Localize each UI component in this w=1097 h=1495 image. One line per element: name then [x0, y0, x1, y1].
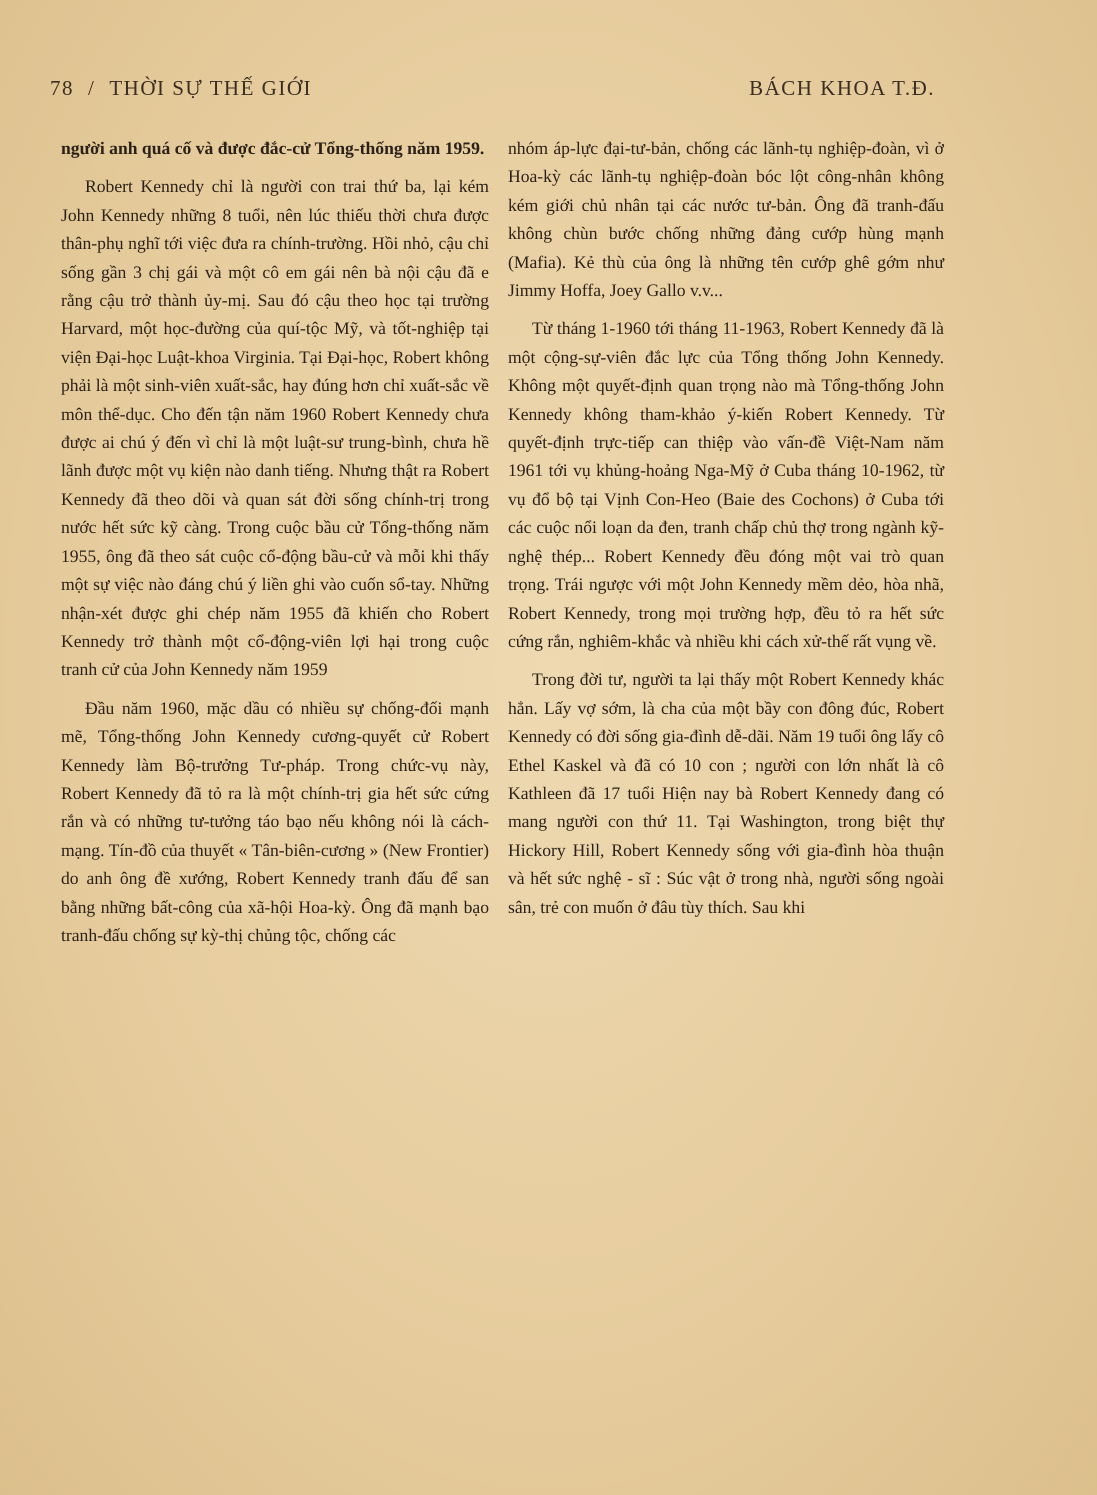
publication-title: BÁCH KHOA T.Đ.: [749, 76, 935, 100]
header-separator: /: [88, 76, 96, 100]
paragraph: nhóm áp-lực đại-tư-bản, chống các lãnh-tụ nghiệp-đoàn, vì ở Hoa-kỳ các lãnh-tụ nghiệp-đoàn bóc lột công-nhân không kém giới chủ nhân tại các nước tư-bản. Ông đã tranh-đấu không chùn bước chống những đảng cướp hùng mạnh (Mafia). Kẻ thù của ông là những tên cướp ghê gớm như Jimmy Hoffa, Joey Gallo v.v...: [508, 138, 944, 301]
paragraph: Đầu năm 1960, mặc dầu có nhiều sự chống-đối mạnh mẽ, Tổng-thống John Kennedy cương-quyết cử Robert Kennedy làm Bộ-trưởng Tư-pháp. Trong chức-vụ này, Robert Kennedy đã tỏ ra là một chính-trị gia hết sức cứng rắn và có những tư-tưởng táo bạo nếu không nói là cách-mạng. Tín-đồ của thuyết « Tân-biên-cương » (New Frontier) do anh ông đề xướng, Robert Kennedy tranh đấu để san bằng những bất-công của xã-hội Hoa-kỳ. Ông đã mạnh bạo tranh-đấu chống sự kỳ-thị chủng tộc, chống các: [61, 697, 489, 945]
header-left: [50, 76, 312, 101]
paragraph: Từ tháng 1-1960 tới tháng 11-1963, Robert Kennedy đã là một cộng-sự-viên đắc lực của Tổng thống John Kennedy. Không một quyết-định quan trọng nào mà Tổng-thống John Kennedy không tham-khảo ý-kiến Robert Kennedy. Từ quyết-định trực-tiếp can thiệp vào vấn-đề Việt-Nam năm 1961 tới vụ khủng-hoảng Nga-Mỹ ở Cuba tháng 10-1962, từ vụ đổ bộ tại Vịnh Con-Heo (Baie des Cochons) ở Cuba tới các cuộc nổi loạn da đen, tranh chấp chủ thợ trong ngành kỹ-nghệ thép... Robert Kennedy đều đóng một vai trò quan trọng. Trái ngược với một John Kennedy mềm dẻo, hòa nhã, Robert Kennedy, trong mọi trường hợp, đều tỏ ra hết sức cứng rắn, nghiêm-khắc và nhiều khi cách xử-thế rất vụng về.: [508, 318, 944, 651]
page-number: 78: [50, 76, 74, 100]
left-column: [61, 134, 489, 959]
section-title: THỜI SỰ THẾ GIỚI: [109, 76, 312, 100]
paragraph: người anh quá cố và được đắc-cử Tổng-thống năm 1959.: [61, 138, 485, 158]
paragraph: Trong đời tư, người ta lại thấy một Robert Kennedy khác hẳn. Lấy vợ sớm, là cha của một bầy con đông đúc, Robert Kennedy có đời sống gia-đình dễ-dãi. Năm 19 tuổi ông lấy cô Ethel Kaskel và đã có 10 con ; người con lớn nhất là cô Kathleen đã 17 tuổi Hiện nay bà Robert Kennedy đang có mang người con thứ 11. Tại Washington, trong biệt thự Hickory Hill, Robert Kennedy sống với gia-đình hòa thuận và hết sức nghệ - sĩ : Súc vật ở trong nhà, người sống ngoài sân, trẻ con muốn ở đâu tùy thích. Sau khi: [508, 669, 944, 917]
page-header: [50, 76, 935, 110]
right-column: [508, 134, 944, 931]
paragraph: Robert Kennedy chỉ là người con trai thứ ba, lại kém John Kennedy những 8 tuổi, nên lúc thiếu thời chưa được thân-phụ nghĩ tới việc đưa ra chính-trường. Hồi nhỏ, cậu chỉ sống gần 3 chị gái và một cô em gái nên bà nội cậu đã e rằng cậu trở thành ủy-mị. Sau đó cậu theo học tại trường Harvard, một học-đường của quí-tộc Mỹ, và tốt-nghiệp tại viện Đại-học Luật-khoa Virginia. Tại Đại-học, Robert không phải là một sinh-viên xuất-sắc, hay đúng hơn chỉ xuất-sắc về môn thể-dục. Cho đến tận năm 1960 Robert Kennedy chưa được ai chú ý đến vì chỉ là một luật-sư trung-bình, chưa hề lãnh được một vụ kiện nào danh tiếng. Nhưng thật ra Robert Kennedy đã theo dõi và quan sát đời sống chính-trị trong nước hết sức kỹ càng. Trong cuộc bầu cử Tổng-thống năm 1955, ông đã theo sát cuộc cổ-động bầu-cử và mỗi khi thấy một sự việc nào đáng chú ý liền ghi vào cuốn sổ-tay. Những nhận-xét được ghi chép năm 1955 đã khiến cho Robert Kennedy trở thành một cổ-động-viên lợi hại trong cuộc tranh cử của John Kennedy năm 1959: [61, 176, 489, 680]
